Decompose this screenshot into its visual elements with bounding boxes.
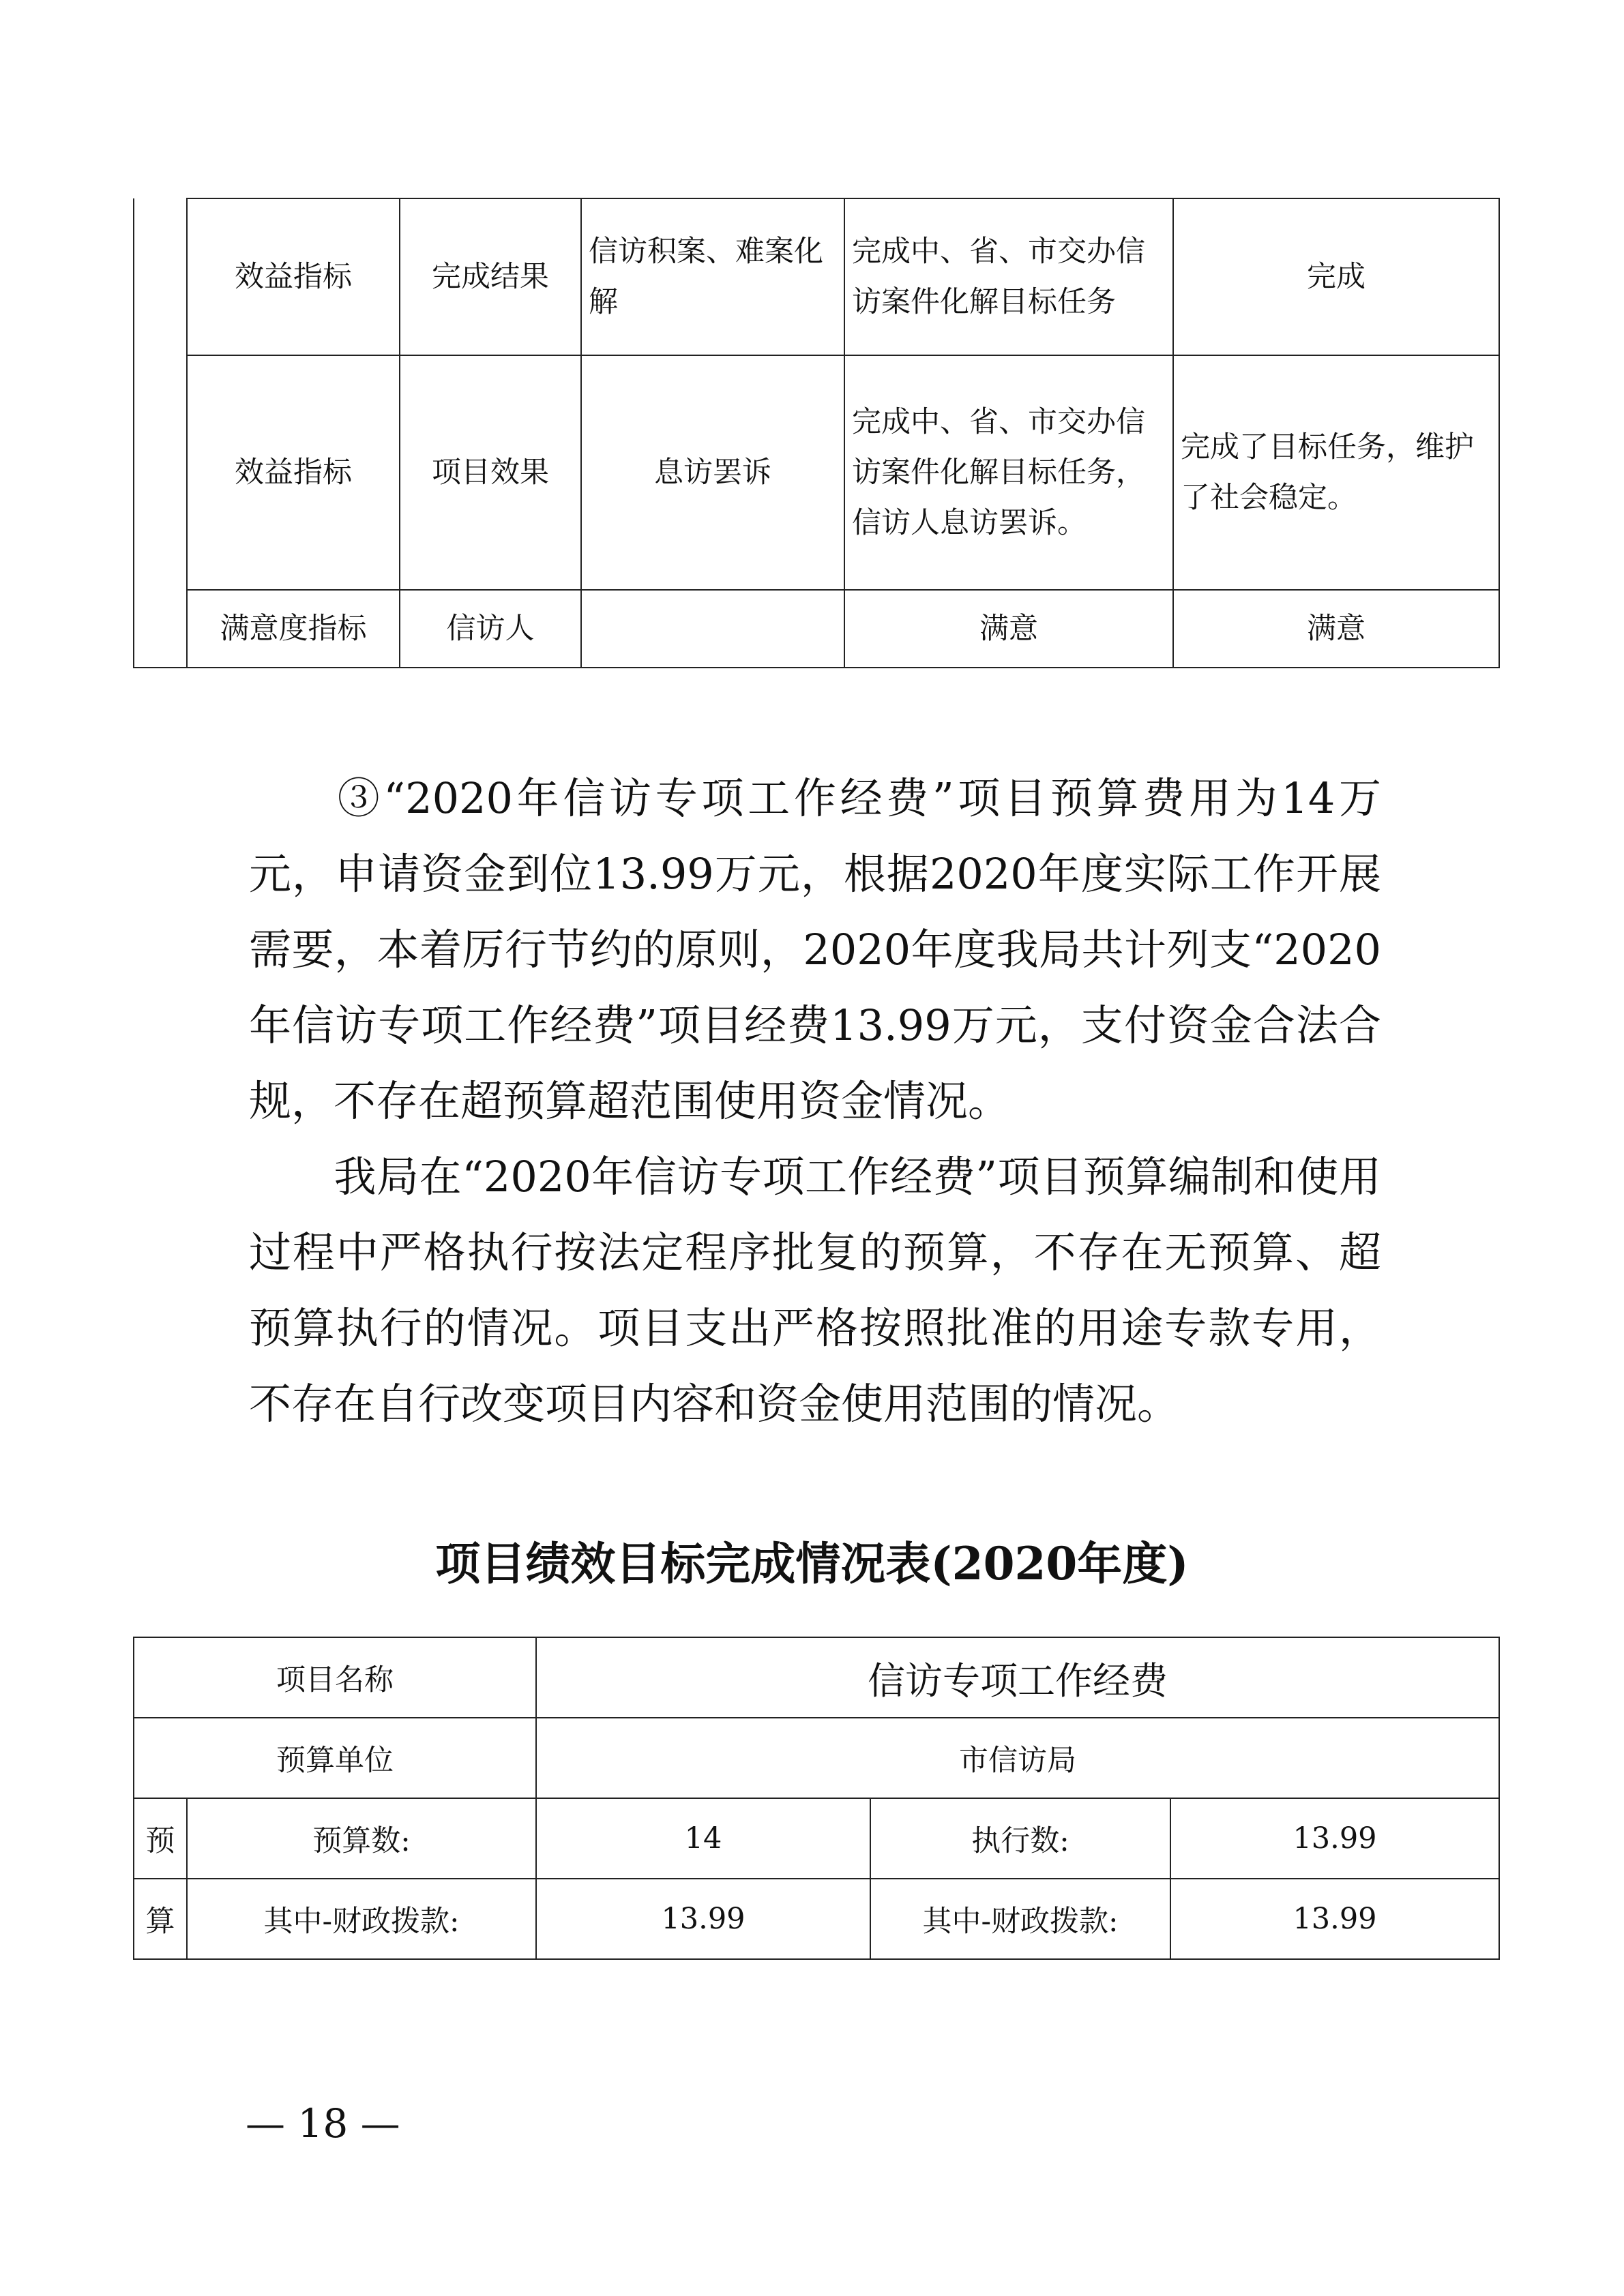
executed-value: 13.99	[1170, 1798, 1499, 1879]
project-name-value: 信访专项工作经费	[536, 1637, 1499, 1718]
indicator-result: 完成	[1173, 198, 1499, 355]
table-row	[134, 590, 1499, 668]
indicator-subcategory: 信访人	[400, 590, 581, 668]
indicator-name: 信访积案、难案化解	[581, 198, 844, 355]
indicator-target: 满意	[844, 590, 1173, 668]
budget-amount-label: 预算数:	[187, 1798, 536, 1879]
paragraph-budget-compliance	[249, 1139, 1381, 1442]
budget-unit-value: 市信访局	[536, 1718, 1499, 1798]
page-number: — 18 —	[246, 2100, 400, 2147]
fiscal-label-budget: 其中-财政拨款:	[187, 1879, 536, 1959]
indicator-name: 息访罢诉	[581, 355, 844, 590]
paragraph-text: ③“2020年信访专项工作经费”项目预算费用为14万元，申请资金到位13.99万元，根据2020年度实际工作开展需要，本着厉行节约的原则，2020年度我局共计列支“2020年信访专项工作经费”项目经费13.99万元，支付资金合法合规，不存在超预算超范围使用资金情况。	[249, 773, 1381, 1126]
indicator-name	[581, 590, 844, 668]
table-title: 项目绩效目标完成情况表(2020年度)	[435, 1537, 1189, 1590]
fiscal-label-executed: 其中-财政拨款:	[870, 1879, 1170, 1959]
table-row	[134, 355, 1499, 590]
table-row	[134, 1798, 1499, 1879]
paragraph-budget-usage	[249, 760, 1381, 1139]
indicator-category: 效益指标	[187, 355, 400, 590]
fiscal-value-executed: 13.99	[1170, 1879, 1499, 1959]
indicator-result: 完成了目标任务，维护了社会稳定。	[1173, 355, 1499, 590]
indicator-result: 满意	[1173, 590, 1499, 668]
indicator-subcategory: 项目效果	[400, 355, 581, 590]
table-row	[134, 1879, 1499, 1959]
table-row	[134, 1718, 1499, 1798]
performance-table	[133, 1637, 1500, 1960]
executed-label: 执行数:	[870, 1798, 1170, 1879]
budget-side-label-2: 算	[134, 1879, 187, 1959]
budget-side-label-1: 预	[134, 1798, 187, 1879]
budget-unit-label: 预算单位	[134, 1718, 536, 1798]
indicator-table	[133, 198, 1500, 668]
indicator-subcategory: 完成结果	[400, 198, 581, 355]
project-name-label: 项目名称	[134, 1637, 536, 1718]
paragraph-text: 我局在“2020年信访专项工作经费”项目预算编制和使用过程中严格执行按法定程序批复的预算，不存在无预算、超预算执行的情况。项目支出严格按照批准的用途专款专用，不存在自行改变项目内容和资金使用范围的情况。	[249, 1152, 1381, 1429]
indicator-target: 完成中、省、市交办信访案件化解目标任务，信访人息访罢诉。	[844, 355, 1173, 590]
table-row	[134, 198, 1499, 355]
budget-amount-value: 14	[536, 1798, 870, 1879]
fiscal-value-budget: 13.99	[536, 1879, 870, 1959]
blank-cell	[134, 198, 187, 668]
indicator-target: 完成中、省、市交办信访案件化解目标任务	[844, 198, 1173, 355]
table-row	[134, 1637, 1499, 1718]
indicator-category: 效益指标	[187, 198, 400, 355]
indicator-category: 满意度指标	[187, 590, 400, 668]
